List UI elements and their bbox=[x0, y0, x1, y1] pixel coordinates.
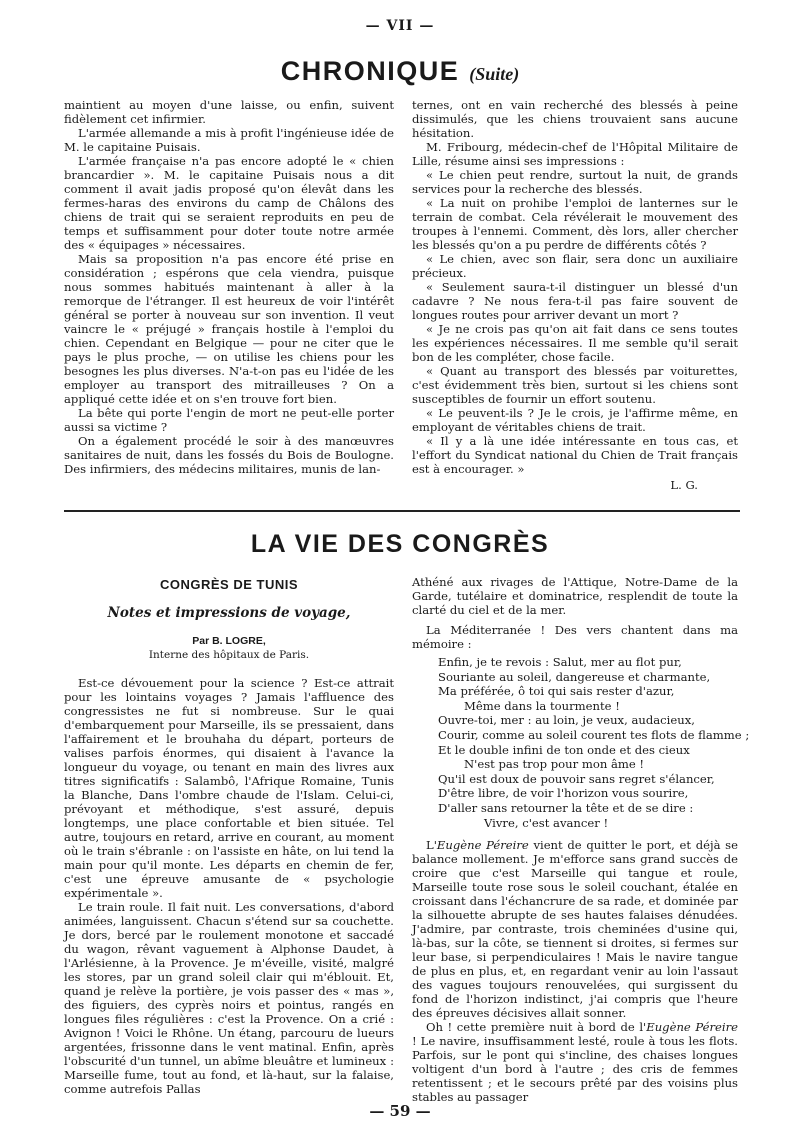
section-divider bbox=[64, 510, 740, 512]
running-page-number: — VII — bbox=[365, 18, 435, 34]
congres-left-column bbox=[64, 578, 394, 1096]
poem-line: D'être libre, de voir l'horizon vous sourire, bbox=[438, 786, 689, 801]
paragraph: Le train roule. Il fait nuit. Les conversations, d'abord animées, languissent. Chacun s'étend sur sa couchette. Je dors, bercé par le roulement monotone et saccadé du wagon, rêvant vaguement à Alphonse Daudet, à l'Arlésienne, à la Provence. Je m'éveille, visité, malgré les stores, par un grand soleil clair qui m'éblouit. Et, quand je relève la portière, je vois passer des « mas », des figuiers, des cyprès noirs et pointus, rangés en longues files régulières : c'est la Provence. On a crié : Avignon ! Voici le Rhône. Un étang, parcouru de lueurs argentées, frissonne dans le vent matinal. Enfin, après l'obscurité d'un tunnel, un abîme bleuâtre et lumineux : Marseille fume, tout au fond, et là-haut, sur la falaise, comme autrefois Pallas bbox=[64, 900, 394, 1096]
poem-line: Souriante au soleil, dangereuse et charmante, bbox=[438, 669, 711, 684]
poem-line: D'aller sans retourner la tête et de se dire : bbox=[438, 800, 694, 815]
paragraph: ternes, ont en vain recherché des blessés à peine dissimulés, que les chiens trouvaient sans aucune hésitation. bbox=[412, 98, 738, 140]
article-subtitle: Notes et impressions de voyage, bbox=[107, 605, 351, 621]
ship-name: Eugène Péreire bbox=[646, 1020, 738, 1035]
paragraph: On a également procédé le soir à des manœuvres sanitaires de nuit, dans les fossés du Bois de Boulogne. Des infirmiers, des médecins militaires, munis de lan- bbox=[64, 434, 394, 476]
paragraph: Mais sa proposition n'a pas encore été prise en considération ; espérons que cela viendra, puisque nous sommes habitués maintenant à aller à la remorque de l'étranger. Il est heureux de voir l'intérêt général se porter à nouveau sur son invention. Il veut vaincre le « préjugé » français hostile à l'emploi du chien. Cependant en Belgique — pour ne citer que le pays le plus proche, — on utilise les chiens pour les besognes les plus diverses. N'a-t-on pas eu l'idée de les employer au transport des mitrailleuses ? On a appliqué cette idée et on s'en trouve fort bien. bbox=[64, 252, 394, 406]
author-affiliation: Interne des hôpitaux de Paris. bbox=[148, 649, 310, 661]
page-number: — 59 — bbox=[369, 1102, 431, 1120]
paragraph: « Il y a là une idée intéressante en tous cas, et l'effort du Syndicat national du Chien de Trait français est à encourager. » bbox=[412, 434, 738, 476]
author-signature: L. G. bbox=[670, 478, 698, 492]
section-title: LA VIE DES CONGRÈS bbox=[250, 530, 550, 558]
paragraph: La bête qui porte l'engin de mort ne peut-elle porter aussi sa victime ? bbox=[64, 406, 394, 434]
chronique-right-column bbox=[412, 98, 738, 492]
poem-line: Et le double infini de ton onde et des cieux bbox=[438, 742, 690, 757]
text-run: L' bbox=[426, 838, 437, 853]
paragraph: « La nuit on prohibe l'emploi de lanternes sur le terrain de combat. Cela révélerait le mouvement des troupes à l'ennemi. Comment, dès lors, aller chercher les blessés qu'on a pu perdre de différents côtés ? bbox=[412, 196, 738, 252]
paragraph bbox=[412, 838, 738, 1020]
poem-line: Qu'il est doux de pouvoir sans regret s'élancer, bbox=[438, 771, 715, 786]
chronique-title: CHRONIQUE bbox=[280, 56, 460, 86]
paragraph: « Le chien peut rendre, surtout la nuit, de grands services pour la recherche des blessés. bbox=[412, 168, 738, 196]
poem-line: Vivre, c'est avancer ! bbox=[484, 815, 609, 830]
paragraph: « Quant au transport des blessés par voiturettes, c'est évidemment très bien, surtout si les chiens sont susceptibles de fournir un effort soutenu. bbox=[412, 364, 738, 406]
paragraph: « Le chien, avec son flair, sera donc un auxiliaire précieux. bbox=[412, 252, 738, 280]
text-run: Oh ! cette première nuit à bord de l' bbox=[426, 1020, 647, 1035]
ship-name: Eugène Péreire bbox=[436, 838, 529, 853]
paragraph: « Je ne crois pas qu'on ait fait dans ce sens toutes les expériences nécessaires. Il me semble qu'il serait bon de les compléter, chose facile. bbox=[412, 322, 738, 364]
poem-line: Courir, comme au soleil courent tes flots de flamme ; bbox=[438, 727, 750, 742]
paragraph: « Le peuvent-ils ? Je le crois, je l'affirme même, en employant de véritables chiens de trait. bbox=[412, 406, 738, 434]
paragraph: « Seulement saura-t-il distinguer un blessé d'un cadavre ? Ne nous fera-t-il pas faire souvent de longues routes pour arriver devant un mort ? bbox=[412, 280, 738, 322]
paragraph bbox=[412, 1020, 738, 1104]
poem bbox=[438, 655, 750, 830]
chronique-heading bbox=[0, 56, 800, 87]
poem-line: Ouvre-toi, mer : au loin, je veux, audacieux, bbox=[438, 713, 695, 728]
poem-line: Ma préférée, ô toi qui sais rester d'azur, bbox=[438, 684, 675, 699]
paragraph: M. Fribourg, médecin-chef de l'Hôpital Militaire de Lille, résume ainsi ses impressions : bbox=[412, 140, 738, 168]
paragraph: Athéné aux rivages de l'Attique, Notre-Dame de la Garde, tutélaire et dominatrice, resplendit de toute la clarté du ciel et de la mer. bbox=[412, 575, 738, 617]
chronique-suffix: (Suite) bbox=[469, 64, 520, 84]
paragraph: maintient au moyen d'une laisse, ou enfin, suivent fidèlement cet infirmier. bbox=[64, 98, 394, 126]
text-run: vient de quitter le port, et déjà se balance mollement. Je m'efforce sans grand succès de croire que c'est Marseille qui tangue et roule, Marseille toute rose sous le soleil couchant, étalée en croissant dans l'échancrure de sa rade, et dominée par la silhouette abrupte de ses hautes falaises dénudées. J'admire, par contraste, trois cheminées d'usine qui, là-bas, sur la côte, se tiennent si droites, si fermes sur leur base, si perpendiculaires ! Mais le navire tangue de plus en plus, et, en regardant venir au loin l'assaut des vagues toujours renouvelées, qui surgissent du fond de l'horizon indistinct, j'ai compris que l'heure des épreuves décisives allait sonner. bbox=[412, 838, 738, 1021]
poem-line: N'est pas trop pour mon âme ! bbox=[464, 757, 645, 772]
paragraph: L'armée française n'a pas encore adopté le « chien brancardier ». M. le capitaine Puisais nous a dit comment il avait jadis proposé qu'on élevât dans les fermes-haras des environs du camp de Châlons des chiens de trait qui se seraient reproduits en peu de temps et suffisamment pour doter toute notre armée des « équipages » nécessaires. bbox=[64, 154, 394, 252]
byline: Par B. LOGRE, bbox=[192, 635, 266, 647]
congres-right-column bbox=[412, 575, 750, 1105]
paragraph: Est-ce dévouement pour la science ? Est-ce attrait pour les lointains voyages ? Jamais l'affluence des congressistes ne fut si nombreuse. Sur le quai d'embarquement pour Marseille, ils se pressaient, dans l'affairement et le brouhaha du départ, porteurs de valises parfois énormes, qui disaient à l'avance la longueur du voyage, ou tenant en main des livres aux titres significatifs : Salambô, l'Afrique Romaine, Tunis la Blanche, Dans l'ombre chaude de l'Islam. Celui-ci, prévoyant et méthodique, s'est assuré, depuis longtemps, une place confortable et bien située. Tel autre, toujours en retard, arrive en courant, au moment où le train s'ébranle : on l'assiste en hâte, on lui tend la main pour qu'il monte. Les départs en chemin de fer, c'est une épreuve amusante de « psychologie expérimentale ». bbox=[64, 676, 394, 900]
poem-line: Même dans la tourmente ! bbox=[464, 698, 620, 713]
article-title: CONGRÈS DE TUNIS bbox=[159, 577, 298, 592]
poem-line: Enfin, je te revois : Salut, mer au flot pur, bbox=[438, 655, 682, 669]
paragraph: La Méditerranée ! Des vers chantent dans ma mémoire : bbox=[412, 623, 738, 651]
text-run: ! Le navire, insuffisamment lesté, roule à tous les flots. Parfois, sur le pont qui s'incline, des chaises longues voltigent d'un bord à l'autre ; des cris de femmes retentissent ; et le secours prêté par des voisins plus stables au passager bbox=[412, 1034, 738, 1105]
paragraph: L'armée allemande a mis à profit l'ingénieuse idée de M. le capitaine Puisais. bbox=[64, 126, 394, 154]
chronique-left-column bbox=[64, 98, 394, 476]
